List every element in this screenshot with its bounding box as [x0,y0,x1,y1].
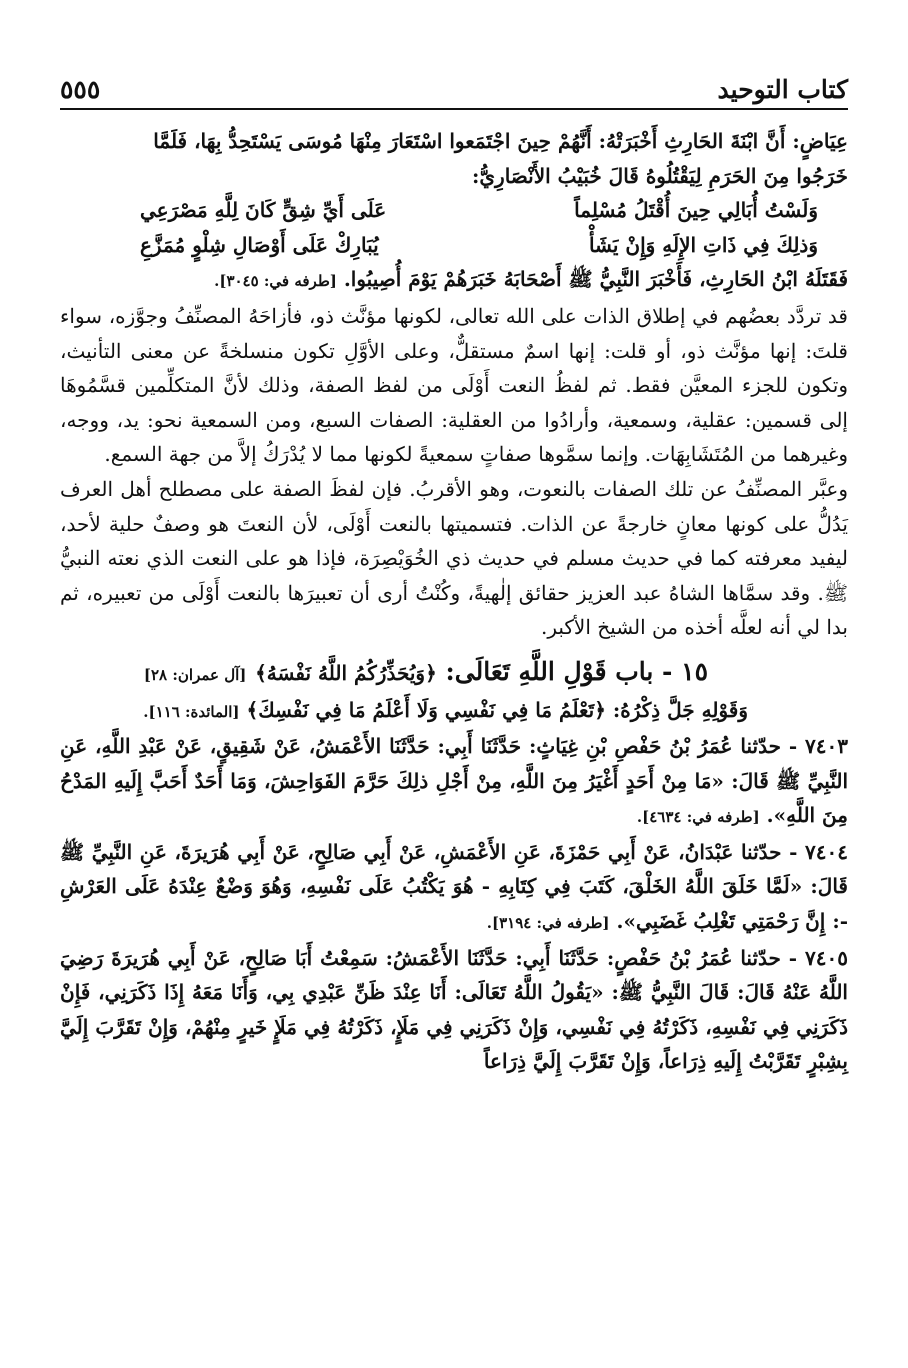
chapter-subheading-text: وَقَوْلِهِ جَلَّ ذِكْرُهُ: ﴿تَعْلَمُ مَا فِي نَفْسِي وَلَا أَعْلَمُ مَا فِي نَفْسِكَ﴾ [246,697,748,722]
hadith-text: ٧٤٠٤ - حدّثنا عَبْدَانُ، عَنْ أَبِي حَمْزَةَ، عَنِ الأَعْمَشِ، عَنْ أَبِي صَالِحٍ، عَنْ أَبِي هُرَيرَةَ، عَنِ النَّبِيِّ ﷺ قَالَ: «لَمَّا خَلَقَ اللَّهُ الخَلْقَ، كَتَبَ فِي كِتَابِهِ - هُوَ يَكْتُبُ عَلَى نَفْسِهِ، وَهُوَ وَضْعٌ عِنْدَهُ عَلَى العَرْشِ -: إِنَّ رَحْمَتِي تَغْلِبُ غَضَبِي». [60,839,848,934]
chapter-title: ١٥ - باب قَوْلِ اللَّهِ تَعَالَى: [445,656,708,686]
page-number: ٥٥٥ [60,75,101,104]
hadith-ending [60,262,848,299]
poetry-block [60,193,848,262]
chapter-heading [60,655,848,693]
page-header [60,64,848,104]
hadith-entry [60,941,848,1079]
poetry-verse [60,193,848,228]
verse-second-hemistich: عَلَى أَيِّ شِقٍّ كَانَ لِلَّهِ مَصْرَعِي [140,198,387,223]
commentary-paragraph: وعبَّر المصنِّفُ عن تلك الصفات بالنعوت، وهو الأقربُ. فإن لفظَ الصفة على مصطلح أهل العرف يَدُلُّ على كونها معانٍ خارجةً عن الذات. فتسميتها بالنعت أَوْلَى، لأن النعتَ هو وصفٌ حلية لأحد، ليفيد معرفته كما في حديث مسلم في حديث ذي الخُوَيْصِرَة، فإذا هو على النعت الذي نعته النبيُّ ﷺ. وقد سمَّاها الشاهُ عبد العزيز حقائق إلٰهيةً، وكُنْتُ أرى أن تعبيرَها بالنعت أَوْلَى من تعبيره، ثم بدا لي أنه لعلَّه أخذه من الشيخ الأكبر. [60,476,848,640]
hadith-continuation-line-2: خَرَجُوا مِنَ الحَرَمِ لِيَقْتُلُوهُ قَالَ خُبَيْبُ الأَنْصَارِيُّ: [472,163,848,188]
hadith-continuation-line-1: عِيَاضٍ: أَنَّ ابْنَةَ الحَارِثِ أَخْبَرَتْهُ: أَنَّهُمْ حِينَ اجْتَمَعوا اسْتَعَارَ مِنْهَا مُوسَى يَسْتَحِدُّ بِهَا، فَلَمَّا [153,129,848,153]
cross-reference: [طرفه في: ٣٠٤٥]. [214,272,337,291]
hadith-text: ٧٤٠٥ - حدّثنا عُمَرُ بْنُ حَفْصٍ: حَدَّثَنَا أَبِي: حَدَّثَنَا الأَعْمَشُ: سَمِعْتُ أَبَا صَالِحٍ، عَنْ أَبِي هُرَيرَةَ رَضِيَ اللَّهُ عَنْهُ قَالَ: قَالَ النَّبِيُّ ﷺ: «يَقُولُ اللَّهُ تَعَالَى: أَنَا عِنْدَ ظَنِّ عَبْدِي بِي، وَأَنَا مَعَهُ إِذَا ذَكَرَنِي، فَإِنْ ذَكَرَنِي فِي نَفْسِهِ، ذَكَرْتُهُ فِي نَفْسِي، وَإِنْ ذَكَرَنِي فِي مَلَإٍ، ذَكَرْتُهُ فِي مَلَإٍ خَيرٍ مِنْهُمْ، وَإِنْ تَقَرَّبَ إِلَيَّ بِشِبْرٍ تَقَرَّبْتُ إِلَيهِ ذِرَاعاً، وَإِنْ تَقَرَّبَ إِلَيَّ ذِرَاعاً [60,945,848,1074]
verse-first-hemistich: وَذلِكَ فِي ذَاتِ الإِلَهِ وَإِنْ يَشَأْ [588,232,818,257]
verse-reference: [آل عمران: ٢٨] [143,665,247,684]
commentary-paragraph: قد تردَّد بعضُهم في إطلاق الذات على الله تعالى، لكونها مؤنَّث ذو، فأزاحَهُ المصنِّفُ وجوَّزه، سواء قلتَ: إنها مؤنَّث ذو، أو قلت: إنها اسمٌ مستقلٌّ، وعلى الأوَّلِ تكون منسلخةً عن معنى التأنيث، وتكون للجزء المعيَّن فقط. ثم لفظُ النعت أَوْلَى من لفظ الصفة، وذلك لأنَّ المتكلِّمين قسَّمُوهَا إلى قسمين: عقلية، وسمعية، وأرادُوا من العقلية: الصفات السبع، ومن السمعية نحو: يد، ووجه، وغيرهما من المُتَشَابِهَات. وإنما سمَّوها صفاتٍ سمعيةً لكونها مما لا يُدْرَكُ إلاَّ من جهة السمع. [60,303,848,467]
verse-first-hemistich: وَلَسْتُ أُبَالِي حِينَ أُقْتَلُ مُسْلِماً [574,198,818,223]
chapter-subheading [60,693,848,730]
hadith-entry [60,729,848,835]
verse-second-hemistich: يُبَارِكْ عَلَى أَوْصَالِ شِلْوٍ مُمَزَّعِ [140,232,379,257]
hadith-ending-text: فَقَتَلَهُ ابْنُ الحَارِثِ، فَأَخْبَرَ النَّبِيُّ ﷺ أَصْحَابَهُ خَبَرَهُمْ يَوْمَ أُصِيبُوا. [343,267,848,292]
header-divider [60,108,848,110]
hadith-text: ٧٤٠٣ - حدّثنا عُمَرُ بْنُ حَفْصِ بْنِ غِيَاثٍ: حَدَّثَنَا أَبِي: حَدَّثَنَا الأَعْمَشُ، عَنْ شَقِيقٍ، عَنْ عَبْدِ اللَّهِ، عَنِ النَّبِيِّ ﷺ قَالَ: «مَا مِنْ أَحَدٍ أَغْيَرُ مِنَ اللَّهِ، مِنْ أَجْلِ ذلِكَ حَرَّمَ الفَوَاحِشَ، وَمَا أَحَدٌ أَحَبَّ إِلَيهِ المَدْحُ مِنَ اللَّهِ». [60,734,848,828]
quran-verse: ﴿وَيُحَذِّرُكُمُ اللَّهُ نَفْسَهُ﴾ [255,660,437,685]
cross-reference: [طرفه في: ٣١٩٤]. [486,914,610,933]
page-body [60,124,848,1079]
running-title: كتاب التوحيد [717,75,848,104]
verse-reference: [المائدة: ١١٦]. [143,702,240,721]
poetry-verse [60,228,848,263]
hadith-entry [60,835,848,941]
cross-reference: [طرفه في: ٤٦٣٤]. [636,808,760,827]
